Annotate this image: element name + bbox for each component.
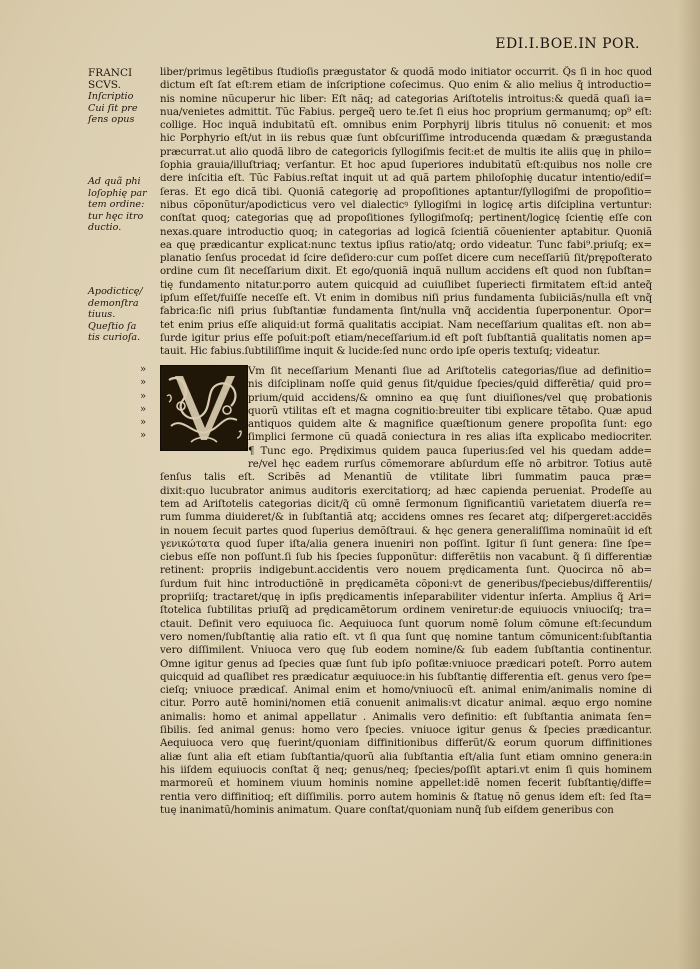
margin-note-line: tis curioſa. <box>88 332 141 343</box>
text-line: dixit:quo lucubrator animus auditoris exercitatiorq; ad hæc capienda perueniat. Prodeſſe au <box>160 485 652 497</box>
text-line: fabrica:ſic niſi prius ſubſtantiæ fundamenta ſint/nulla vnq̃ accidentia ſuperponentur. Opor= <box>160 306 652 318</box>
text-line: re/vel hęc eadem rurſus cõmemorare abſurdum eſſe nõ arbitror. Totius autẽ <box>248 459 652 471</box>
margin-note-apodictice <box>88 286 154 344</box>
margin-note-line: FRANCI <box>88 67 133 79</box>
text-line: propriiſq; tractaret/quę in ipſis prędicamentis inſeparabiliter videntur inſerta. Amplius q̃ Ari= <box>160 592 652 604</box>
text-line: animalis: homo et animal appellatur . Animalis vero definitio: eſt ſubſtantia animata ſen= <box>160 711 652 723</box>
text-line: nis diſciplinam noſſe quid genus ſit/quidue ſpecies/quid differẽtia/ quid pro= <box>248 379 652 391</box>
page-edge-shadow <box>678 0 700 969</box>
margin-note-line: ſens opus <box>88 114 135 125</box>
text-line: ipſum eſſet/fuiſſe neceſſe eſt. Vt enim in domibus niſi prius fundamenta ſubiiciãs/nulla eſt vnq̃ <box>160 293 652 305</box>
text-line: collige. Hoc inquã indubitatũ eſt. omnibus enim Porphyrij libris titulus nõ conuenit: et mos <box>160 120 652 132</box>
margin-note-line: tiuus. <box>88 309 116 320</box>
text-line: dictum eſt ſat eſt:rem etiam de inſcriptione coſecimus. Quo enim & alio melius q̃ introductio= <box>160 80 652 92</box>
text-line: nis nomine nũcuperur hic liber: Eſt nãq; ad categorias Ariſtotelis introitus:& quedã quaſi ia= <box>160 93 652 105</box>
running-head-text: EDI.I.BOE.IN POR. <box>495 36 640 52</box>
text-line: ea quę prædicantur explicat:nunc textus ipſius ratio/atq; ordo videatur. Tunc fabi⁹.priuſq; ex= <box>160 239 652 251</box>
text-line: Omne igitur genus ad ſpecies quæ ſunt ſub ipſo poſitæ:vniuoce prædicari poteſt. Porro autem <box>160 658 652 670</box>
text-line: marmoreũ et hominem viuum hominis nomine appellet:idẽ nomen fecerit ſubſtantię/diffe= <box>160 778 652 790</box>
text-line: ſurdum fuit hinc introductiõnẽ in prędicamẽta cõponi:vt de generibus/ſpeciebus/differentiis/ <box>160 578 652 590</box>
text-line: cieſq; vniuoce prædicaſ. Animal enim et homo/vniuocũ eſt. animal enim/animalis nomine di <box>160 685 652 697</box>
text-line: ctauit. Definit vero equiuoca ſic. Aequiuoca ſunt quorum nomẽ ſolum cõmune eſt:ſecundum <box>160 618 652 630</box>
margin-note-line: Apodicticę/ <box>88 286 143 297</box>
text-line: planatio ſenſus procedat id ſcire deſidero:cur cum poſſet dicere cum neceſſariũ ſit/prępoſterato <box>160 253 652 265</box>
text-line: tię fundamento nitatur.porro autem quicquid ad cuiuſlibet ſuperiecti firmitatem eſt:id anteq̃ <box>160 279 652 291</box>
text-line: vero nomen/ſubſtantię alia ratio eſt. vt ſi qua ſunt quę nomine tantum cõmunicent:ſubſtantia <box>160 631 652 643</box>
text-line: ordine cum ſit neceſſarium dixit. Et ego/quoniã inquã nullum accidens eſt quod non ſubſtan= <box>160 266 652 278</box>
text-line: ¶ Tunc ego. Prędiximus quidem pauca ſuperius:ſed vel his quedam adde= <box>248 445 652 457</box>
text-line: dere inſcitia eſt. Tũc Fabius.reſtat inquit ut ad quã partem philoſophię ducatur intentio/ediſ= <box>160 173 652 185</box>
paragraph-2 <box>160 365 652 817</box>
text-line: tet enim prius eſſe aliquid:ut formã qualitatis accipiat. Nam neceſſarium qualitas eſt. non ab= <box>160 319 652 331</box>
marginal-arrows <box>140 363 160 443</box>
text-line: liber/primus legẽtibus ſtudioſis prægustator & quodã modo initiator occurrit. Q̃s ſi in hoc quod <box>160 67 652 78</box>
text-line: ſurde igitur prius eſſe poſuit:poſt etiam/neceſſarium.id eſt poſt ſubſtantiã qualitatis nomen ap= <box>160 332 652 344</box>
text-line: vero diſſimilent. Vniuoca vero quę ſub eodem nomine/& ſub eadem ſubſtantia continentur. <box>160 645 652 657</box>
text-line: rentia vero diffinitioq; eſt diſſimilis. porro autem hominis & ſtatuę nõ genus idem eſt: ſed ſta= <box>160 791 652 803</box>
text-line: hic Porphyrio eſt/ut in iis rebus quæ ſunt obſcuriſſime introducenda quædam & prægustanda <box>160 133 652 145</box>
text-line: his iiſdem equiuocis conſtat q̃ neq; genus/neq; ſpecies/poſſit aptari.vt enim ſi quis hominem <box>160 764 652 776</box>
margin-note-line: ductio. <box>88 222 122 233</box>
marginal-arrow: » <box>140 417 147 429</box>
text-line: ciebus eſſe non poſſunt.ſi ſub his ſpecies ſupponũtur: differẽtiis non vacabunt. q̃ ſi differentiæ <box>160 552 652 564</box>
margin-note-line: tur hęc itro <box>88 210 144 222</box>
text-line: tuę inanimatũ/hominis animatum. Quare conſtat/quoniam nunq̃ ſub eiſdem generibus con <box>160 804 614 816</box>
text-line: retinent: propriis indigebunt.accidentis vero nouem prędicamenta ſunt. Quocirca nõ ab= <box>160 565 652 577</box>
text-line: ſibilis. ſed animal genus: homo vero ſpecies. vniuoce igitur genus & ſpecies prædicantur. <box>160 725 652 737</box>
text-line: ſimplici ſermone cũ quadã coniectura in res alias iſta explicabo mediocriter. <box>248 432 652 444</box>
text-line: antiquos quidem alte & magnifice quæſtionum genere propoſita ſunt: ego <box>248 419 652 431</box>
text-line: ſenſus talis eſt. Scribẽs ad Menantiũ de vtilitate libri ſummatim pauca præ= <box>160 472 652 484</box>
text-line: prium/quid accidens/& omnino ea quę ſunt diuiſiones/vel quę probationis <box>248 392 652 404</box>
margin-note-line: Cui ſit pre <box>88 102 138 114</box>
text-line: ſeras. Et ego dicã tibi. Quoniã categorię ad propoſitiones aptantur/ſyllogiſmi de propoſitio= <box>160 186 652 198</box>
text-line: Aequiuoca vero quę fuerint/quoniam diffinitionibus differũt/& eorum quorum diffinitiones <box>160 738 652 750</box>
text-line: ſtotelica ſubtilitas priuſq̃ ad prędicamẽtorum ordinem veniretur:de equiuocis vniuociſq; tra= <box>160 605 652 617</box>
text-line: tauit. Hic fabius.ſubtiliſſime inquit & lucide:ſed nunc ordo ipſe operis textuſq; videatur. <box>160 346 601 358</box>
text-line: nexas.quare introductio quoq; in categorias ad logicã ſcientiã cõuenienter aptabitur. Quoniã <box>160 226 652 238</box>
margin-note-line: Queſtio ſa <box>88 320 137 332</box>
text-line: præcurrat.ut alio quodã libro de categoricis ſyllogiſmis fecit:et de multis ite aliis quę in philo= <box>160 146 652 158</box>
margin-note-line: Inſcriptio <box>88 91 134 102</box>
marginal-arrow: » <box>140 364 147 375</box>
text-line: ſophia grauia/illuſtriaq; verſantur. Et hoc apud ſuperiores indubitatũ eſt:quibus nos nolle cre <box>160 160 652 172</box>
text-line: nua/venietes admittit. Tũc Fabius. pergeq̃ uero te.ſet ſi eius hoc proprium germanumq; op⁹ eſt: <box>160 106 652 118</box>
text-line: citur. Porro autẽ homini/nomen etiã conuenit animalis:vt dicatur animal. æquo ergo nomine <box>160 698 652 710</box>
marginal-arrow: » <box>140 403 147 415</box>
running-head <box>0 36 700 52</box>
margin-note-line: loſophię par <box>88 187 147 199</box>
marginal-arrow: » <box>140 377 147 389</box>
marginal-arrow: » <box>140 390 147 402</box>
text-line: Vm ſit neceſſarium Menanti ſiue ad Ariſtotelis categorias/ſiue ad definitio= <box>248 366 652 377</box>
text-line: aliæ ſunt alia eſt etiam ſubſtantia/quorũ alia ſubſtantia eſt/alia ſunt etiam omnino genera:in <box>160 751 652 763</box>
margin-note-line: tem ordine: <box>88 199 145 210</box>
text-line: γενικώτατα quod ſuper iſta/alia genera inueniri non poſſint. Igitur ſi ſunt genera: ſine ſpe= <box>160 538 652 550</box>
margin-note-inscriptio <box>88 68 154 126</box>
margin-note-line: Ad quã phi <box>88 176 141 187</box>
margin-note-line: SCVS. <box>88 78 121 91</box>
text-line: conſtat quoq; categorias quę ad propoſitiones ſyllogiſmoſq; pertinent/logicę ſcientię eſſe con <box>160 213 652 225</box>
text-line: nibus cõponũtur/apodicticus vero vel dialecticꝰ ſyllogiſmi in logicę artis diſciplina vertuntur: <box>160 199 652 211</box>
text-line: rum ſumma diuideret/& in ſubſtantiã atq; accidens omnes res ſecaret atq; diſpergeret:accidẽs <box>160 512 652 524</box>
text-line: quorũ vtilitas eſt et magna cognitio:breuiter tibi explicare tẽtabo. Quæ apud <box>248 405 652 417</box>
margin-note-ordine <box>88 176 154 234</box>
marginal-arrow: » <box>140 430 147 442</box>
margin-note-line: demonſtra <box>88 297 139 309</box>
text-line: quicquid ad quaſlibet res prædicatur æquiuoce:in his ſubſtantię differentia eſt. genus vero ſpe= <box>160 671 652 683</box>
text-line: tem ad Ariſtotelis categorias dicit/q̃ cũ omnẽ ſermonum ſignificantiũ varietatem diuerſa re= <box>160 498 652 510</box>
paragraph-1 <box>160 66 652 359</box>
text-line: in nouem ſecuit partes quod ſuperius demõſtraui. & hęc genera generaliſſima nominaũit id eſt <box>160 525 652 537</box>
